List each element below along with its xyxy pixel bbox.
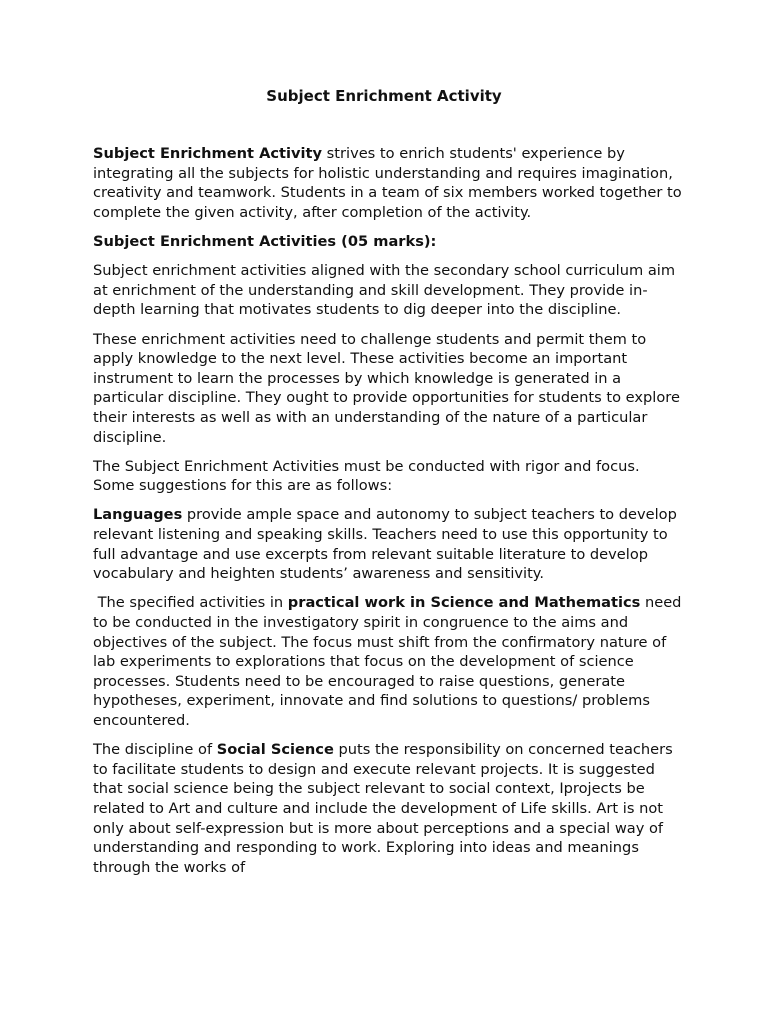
social-text: puts the responsibility on concerned teachers to facilitate students to design and execute relevant projects. It is suggested that social science being the subject relevant to social context, Iprojects be related to Art and culture and include the development of Life skills. Art is not only about self-expression but is more about perceptions and a special way of understanding and responding to work. Exploring into ideas and meanings through the works of	[93, 741, 673, 876]
intro-paragraph	[93, 144, 683, 222]
paragraph-science	[93, 593, 683, 730]
social-bold-term: Social Science	[216, 741, 334, 759]
science-bold-term: practical work in Science and Mathematics	[287, 594, 641, 612]
science-text: need to be conducted in the investigatory spirit in congruence to the aims and objectives of the subject. The focus must shift from the confirmatory nature of lab experiments to explorations that focus on the development of science processes. Students need to be encouraged to raise questions, generate hypotheses, experiment, innovate and find solutions to questions/ problems encountered.	[93, 594, 682, 729]
languages-bold-term: Languages	[93, 506, 183, 524]
intro-text: strives to enrich students' experience by integrating all the subjects for holistic understanding and requires imagination, creativity and teamwork. Students in a team of six members worked together to complete the given activity, after completion of the activity.	[93, 145, 682, 221]
social-lead-text: The discipline of	[93, 741, 217, 759]
section-heading: Subject Enrichment Activities (05 marks):	[93, 232, 437, 250]
document-body	[93, 144, 683, 887]
languages-text: provide ample space and autonomy to subject teachers to develop relevant listening and speaking skills. Teachers need to use this opportunity to full advantage and use excerpts from relevant suitable literature to develop vocabulary and heighten students’ awareness and sensitivity.	[93, 506, 677, 583]
paragraph-aligned: Subject enrichment activities aligned with the secondary school curriculum aim at enrichment of the understanding and skill development. They provide in-depth learning that motivates students to dig deeper into the discipline.	[93, 262, 676, 319]
paragraph-challenge: These enrichment activities need to challenge students and permit them to apply knowledge to the next level. These activities become an important instrument to learn the processes by which knowledge is generated in a particular discipline. They ought to provide opportunities for students to explore their interests as well as with an understanding of the nature of a particular discipline.	[93, 330, 680, 446]
paragraph-languages	[93, 505, 683, 583]
science-lead-text: The specified activities in	[93, 594, 288, 612]
paragraph-rigor: The Subject Enrichment Activities must be conducted with rigor and focus. Some suggestions for this are as follows:	[93, 457, 640, 495]
document-title: Subject Enrichment Activity	[266, 87, 502, 105]
paragraph-social-science	[93, 740, 683, 877]
intro-bold-term: Subject Enrichment Activity	[93, 145, 323, 162]
